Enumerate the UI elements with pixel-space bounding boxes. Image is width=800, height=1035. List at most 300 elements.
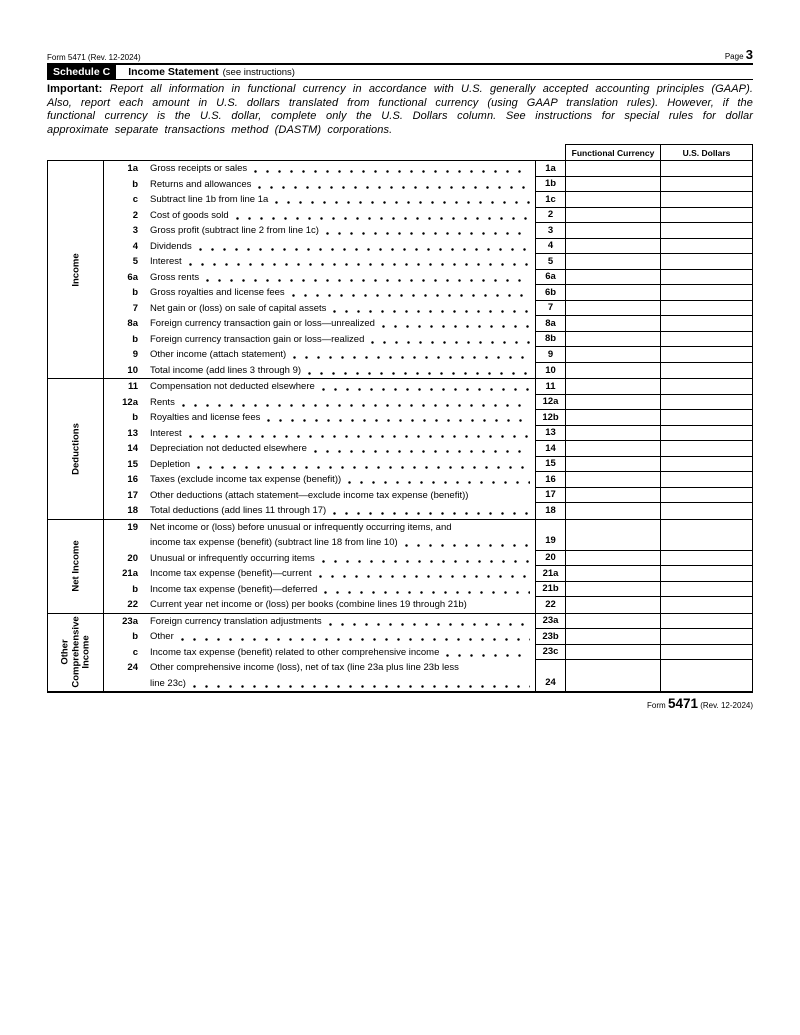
- row-description-1a: [104, 161, 535, 177]
- dot-leader: [308, 363, 530, 379]
- row-number: 13: [127, 427, 138, 439]
- row-label-line2: [106, 535, 535, 551]
- dot-leader: [206, 270, 530, 286]
- row-code-8a: 8a: [535, 316, 565, 332]
- us-dollars-cell-15[interactable]: [660, 457, 752, 473]
- row-code-6b: 6b: [535, 285, 565, 301]
- footer-form-number: 5471: [667, 696, 698, 711]
- row-label: Income tax expense (benefit)—deferred: [150, 583, 318, 595]
- table-row-9: [104, 347, 752, 363]
- section-rows: [104, 379, 752, 519]
- row-number: 20: [127, 552, 138, 564]
- us-dollars-cell-24[interactable]: [660, 660, 752, 691]
- table-row-1b: [104, 177, 752, 193]
- table-row-8b: [104, 332, 752, 348]
- row-label: Other deductions (attach statement—exclude income tax expense (benefit)): [150, 489, 469, 501]
- table-row-21a: [104, 566, 752, 582]
- us-dollars-cell-13[interactable]: [660, 426, 752, 442]
- row-number: 15: [127, 458, 138, 470]
- row-number: 8a: [127, 318, 138, 329]
- row-code-14: 14: [535, 441, 565, 457]
- row-number: 1a: [127, 163, 138, 174]
- functional-currency-cell-23b[interactable]: [565, 629, 660, 645]
- schedule-header-bar: [47, 63, 753, 80]
- table-row-14: [104, 441, 752, 457]
- us-dollars-cell-3[interactable]: [660, 223, 752, 239]
- row-description-20: [104, 551, 535, 567]
- row-label-continued: line 23c): [150, 677, 186, 689]
- column-headers: [47, 144, 753, 160]
- functional-currency-cell-23c[interactable]: [565, 645, 660, 661]
- row-description-19: [104, 520, 535, 551]
- us-dollars-cell-22[interactable]: [660, 597, 752, 613]
- us-dollars-cell-16[interactable]: [660, 472, 752, 488]
- functional-currency-cell-4[interactable]: [565, 239, 660, 255]
- table-row-12a: [104, 395, 752, 411]
- row-description-12b: [104, 410, 535, 426]
- row-number-spacer: [106, 535, 138, 551]
- table-row-23b: [104, 629, 752, 645]
- section-rows: [104, 614, 752, 692]
- row-label-line2: [106, 676, 535, 692]
- us-dollars-column-header: U.S. Dollars: [660, 144, 753, 160]
- us-dollars-cell-8b[interactable]: [660, 332, 752, 348]
- row-code-7: 7: [535, 301, 565, 317]
- row-code-17: 17: [535, 488, 565, 504]
- page-number: [725, 47, 753, 62]
- row-label: Income tax expense (benefit)—current: [150, 568, 312, 579]
- form-footer: [47, 696, 753, 711]
- functional-currency-cell-3[interactable]: [565, 223, 660, 239]
- us-dollars-cell-6a[interactable]: [660, 270, 752, 286]
- row-description-11: [104, 379, 535, 395]
- row-code-4: 4: [535, 239, 565, 255]
- row-label: Dividends: [150, 240, 192, 252]
- row-description-12a: [104, 395, 535, 411]
- row-label: Taxes (exclude income tax expense (benefit)): [150, 474, 342, 485]
- row-number: 10: [127, 364, 138, 376]
- row-label: Net gain or (loss) on sale of capital assets: [150, 302, 327, 314]
- dot-leader: [333, 503, 530, 519]
- row-code-3: 3: [535, 223, 565, 239]
- row-number: 9: [132, 349, 138, 360]
- section-label: Net Income: [70, 540, 81, 592]
- row-label: Depletion: [150, 458, 191, 470]
- row-number-spacer: [106, 676, 138, 692]
- us-dollars-cell-23b[interactable]: [660, 629, 752, 645]
- row-description-16: [104, 472, 535, 488]
- us-dollars-cell-17[interactable]: [660, 488, 752, 504]
- us-dollars-cell-6b[interactable]: [660, 285, 752, 301]
- row-code-1c: 1c: [535, 192, 565, 208]
- functional-currency-cell-16[interactable]: [565, 472, 660, 488]
- dot-leader: [182, 395, 530, 411]
- row-code-20: 20: [535, 551, 565, 567]
- functional-currency-cell-18[interactable]: [565, 503, 660, 519]
- row-number: 11: [127, 381, 138, 392]
- dot-leader: [322, 379, 530, 395]
- us-dollars-cell-14[interactable]: [660, 441, 752, 457]
- row-description-21a: [104, 566, 535, 582]
- table-row-6b: [104, 285, 752, 301]
- row-description-1c: [104, 192, 535, 208]
- row-description-23c: [104, 645, 535, 661]
- us-dollars-cell-1c[interactable]: [660, 192, 752, 208]
- table-row-7: [104, 301, 752, 317]
- row-number: 23a: [122, 615, 138, 627]
- row-number: 4: [132, 240, 138, 252]
- functional-currency-column-header: Functional Currency: [565, 144, 660, 160]
- row-code-10: 10: [535, 363, 565, 379]
- table-row-12b: [104, 410, 752, 426]
- dot-leader: [199, 239, 530, 255]
- functional-currency-cell-12a[interactable]: [565, 395, 660, 411]
- row-code-19: 19: [535, 520, 565, 551]
- table-row-15: [104, 457, 752, 473]
- row-label: Gross royalties and license fees: [150, 287, 285, 298]
- row-label: Foreign currency translation adjustments: [150, 615, 322, 627]
- us-dollars-cell-21a[interactable]: [660, 566, 752, 582]
- functional-currency-cell-21b[interactable]: [565, 582, 660, 598]
- us-dollars-cell-2[interactable]: [660, 208, 752, 224]
- row-label: Gross receipts or sales: [150, 163, 248, 174]
- row-label-line1: [106, 660, 535, 676]
- row-description-8b: [104, 332, 535, 348]
- section-deductions: [48, 379, 752, 520]
- form-id: Form 5471 (Rev. 12-2024): [47, 53, 141, 62]
- functional-currency-cell-8b[interactable]: [565, 332, 660, 348]
- section-label-cell: [48, 379, 104, 519]
- row-label: Gross rents: [150, 271, 200, 283]
- dot-leader: [197, 457, 530, 473]
- functional-currency-cell-8a[interactable]: [565, 316, 660, 332]
- row-number: 18: [127, 505, 138, 516]
- table-row-1a: [104, 161, 752, 177]
- row-description-5: [104, 254, 535, 270]
- table-row-23c: [104, 645, 752, 661]
- row-code-9: 9: [535, 347, 565, 363]
- row-label-continued: income tax expense (benefit) (subtract line 18 from line 10): [150, 537, 398, 548]
- dot-leader: [474, 597, 530, 613]
- row-label: Foreign currency transaction gain or loss—unrealized: [150, 318, 375, 329]
- section-label-cell: [48, 614, 104, 692]
- dot-leader: [333, 301, 530, 317]
- row-label: Cost of goods sold: [150, 209, 229, 221]
- row-label: Unusual or infrequently occurring items: [150, 552, 315, 564]
- functional-currency-cell-11[interactable]: [565, 379, 660, 395]
- us-dollars-cell-4[interactable]: [660, 239, 752, 255]
- row-label: Other income (attach statement): [150, 349, 287, 360]
- dot-leader: [324, 582, 530, 598]
- row-description-22: [104, 597, 535, 613]
- top-line: [47, 48, 753, 62]
- dot-leader: [292, 285, 530, 301]
- row-code-23a: 23a: [535, 614, 565, 630]
- functional-currency-cell-24[interactable]: [565, 660, 660, 691]
- row-code-1b: 1b: [535, 177, 565, 193]
- row-number: b: [132, 583, 138, 595]
- section-label: Deductions: [70, 422, 81, 475]
- row-description-10: [104, 363, 535, 379]
- row-label: Net income or (loss) before unusual or infrequently occurring items, and: [150, 521, 452, 533]
- table-row-18: [104, 503, 752, 519]
- row-number: 16: [127, 474, 138, 485]
- functional-currency-cell-1a[interactable]: [565, 161, 660, 177]
- section-rows: [104, 520, 752, 613]
- row-code-11: 11: [535, 379, 565, 395]
- dot-leader: [236, 208, 530, 224]
- table-row-6a: [104, 270, 752, 286]
- row-number: 21a: [122, 568, 138, 579]
- dot-leader: [314, 441, 530, 457]
- row-label: Other comprehensive income (loss), net of tax (line 23a plus line 23b less: [150, 662, 459, 673]
- section-income: [48, 161, 752, 379]
- row-label: Returns and allowances: [150, 178, 252, 190]
- row-description-14: [104, 441, 535, 457]
- functional-currency-cell-23a[interactable]: [565, 614, 660, 630]
- row-code-5: 5: [535, 254, 565, 270]
- row-code-18: 18: [535, 503, 565, 519]
- row-description-9: [104, 347, 535, 363]
- row-description-7: [104, 301, 535, 317]
- row-label-line1: [106, 520, 535, 536]
- income-statement-table: [47, 144, 753, 693]
- row-label: Total income (add lines 3 through 9): [150, 364, 302, 376]
- functional-currency-cell-2[interactable]: [565, 208, 660, 224]
- row-number: 24: [127, 662, 138, 673]
- row-label: Foreign currency transaction gain or loss—realized: [150, 333, 365, 345]
- dot-leader: [405, 535, 530, 551]
- row-code-23b: 23b: [535, 629, 565, 645]
- dot-leader: [189, 254, 530, 270]
- table-row-2: [104, 208, 752, 224]
- row-label: Total deductions (add lines 11 through 17): [150, 505, 327, 516]
- row-number: 22: [127, 599, 138, 610]
- row-label: Current year net income or (loss) per books (combine lines 19 through 21b): [150, 599, 467, 610]
- row-description-6b: [104, 285, 535, 301]
- functional-currency-cell-13[interactable]: [565, 426, 660, 442]
- row-label: Subtract line 1b from line 1a: [150, 194, 269, 205]
- table-row-16: [104, 472, 752, 488]
- functional-currency-cell-19[interactable]: [565, 520, 660, 551]
- functional-currency-cell-6b[interactable]: [565, 285, 660, 301]
- functional-currency-cell-14[interactable]: [565, 441, 660, 457]
- row-description-13: [104, 426, 535, 442]
- row-label: Gross profit (subtract line 2 from line 1c): [150, 225, 319, 236]
- functional-currency-cell-20[interactable]: [565, 551, 660, 567]
- row-code-1a: 1a: [535, 161, 565, 177]
- row-description-8a: [104, 316, 535, 332]
- row-code-8b: 8b: [535, 332, 565, 348]
- us-dollars-cell-8a[interactable]: [660, 316, 752, 332]
- row-code-24: 24: [535, 660, 565, 691]
- us-dollars-cell-9[interactable]: [660, 347, 752, 363]
- us-dollars-cell-11[interactable]: [660, 379, 752, 395]
- row-code-21b: 21b: [535, 582, 565, 598]
- row-code-23c: 23c: [535, 645, 565, 661]
- row-description-17: [104, 488, 535, 504]
- functional-currency-cell-5[interactable]: [565, 254, 660, 270]
- dot-leader: [254, 161, 530, 177]
- row-code-12b: 12b: [535, 410, 565, 426]
- row-description-23a: [104, 614, 535, 630]
- functional-currency-cell-6a[interactable]: [565, 270, 660, 286]
- functional-currency-cell-12b[interactable]: [565, 410, 660, 426]
- functional-currency-cell-7[interactable]: [565, 301, 660, 317]
- row-number: c: [132, 646, 138, 658]
- table-row-20: [104, 551, 752, 567]
- dot-leader: [319, 566, 530, 582]
- table-row-23a: [104, 614, 752, 630]
- section-label-cell: [48, 520, 104, 613]
- us-dollars-cell-10[interactable]: [660, 363, 752, 379]
- row-number: 12a: [122, 396, 138, 408]
- row-code-15: 15: [535, 457, 565, 473]
- important-lead: Important:: [47, 83, 103, 95]
- schedule-title: Income Statement: [128, 66, 219, 78]
- row-description-2: [104, 208, 535, 224]
- schedule-label: Schedule C: [47, 65, 116, 80]
- important-notice: [47, 83, 753, 137]
- section-other-comprehensive-income: [48, 614, 752, 692]
- functional-currency-cell-15[interactable]: [565, 457, 660, 473]
- functional-currency-cell-10[interactable]: [565, 363, 660, 379]
- schedule-note: (see instructions): [222, 66, 295, 78]
- functional-currency-cell-17[interactable]: [565, 488, 660, 504]
- row-code-13: 13: [535, 426, 565, 442]
- row-number: 19: [127, 521, 138, 533]
- row-code-2: 2: [535, 208, 565, 224]
- us-dollars-cell-5[interactable]: [660, 254, 752, 270]
- table-row-22: [104, 597, 752, 613]
- table-row-21b: [104, 582, 752, 598]
- table-row-10: [104, 363, 752, 379]
- row-number: b: [132, 287, 138, 298]
- table-body: [47, 160, 753, 693]
- dot-leader: [258, 177, 530, 193]
- row-label: Income tax expense (benefit) related to other comprehensive income: [150, 646, 440, 658]
- us-dollars-cell-23c[interactable]: [660, 645, 752, 661]
- table-row-11: [104, 379, 752, 395]
- row-label: Depreciation not deducted elsewhere: [150, 443, 307, 454]
- dot-leader: [193, 676, 530, 692]
- row-number: b: [132, 333, 138, 345]
- row-description-1b: [104, 177, 535, 193]
- page-number-value: 3: [745, 47, 753, 62]
- dot-leader: [446, 645, 530, 661]
- row-label: Rents: [150, 396, 175, 408]
- dot-leader: [267, 410, 530, 426]
- functional-currency-cell-22[interactable]: [565, 597, 660, 613]
- table-row-8a: [104, 316, 752, 332]
- us-dollars-cell-1a[interactable]: [660, 161, 752, 177]
- us-dollars-cell-12b[interactable]: [660, 410, 752, 426]
- us-dollars-cell-18[interactable]: [660, 503, 752, 519]
- row-description-3: [104, 223, 535, 239]
- dot-leader: [326, 223, 530, 239]
- row-description-24: [104, 660, 535, 691]
- table-row-17: [104, 488, 752, 504]
- dot-leader: [475, 488, 530, 504]
- row-number: b: [132, 631, 138, 642]
- row-code-21a: 21a: [535, 566, 565, 582]
- row-description-4: [104, 239, 535, 255]
- dot-leader: [322, 551, 530, 567]
- row-number: 3: [132, 225, 138, 236]
- row-description-23b: [104, 629, 535, 645]
- row-number: 14: [127, 443, 138, 454]
- us-dollars-cell-12a[interactable]: [660, 395, 752, 411]
- footer-form-word: Form: [647, 701, 666, 710]
- table-row-24: [104, 660, 752, 691]
- functional-currency-cell-9[interactable]: [565, 347, 660, 363]
- row-code-22: 22: [535, 597, 565, 613]
- row-label: Compensation not deducted elsewhere: [150, 381, 315, 392]
- row-description-15: [104, 457, 535, 473]
- page-word: Page: [724, 52, 744, 61]
- table-row-5: [104, 254, 752, 270]
- footer-revision: (Rev. 12-2024): [700, 701, 753, 710]
- row-number: 17: [127, 489, 138, 501]
- us-dollars-cell-1b[interactable]: [660, 177, 752, 193]
- row-code-12a: 12a: [535, 395, 565, 411]
- dot-leader: [329, 614, 530, 630]
- row-code-16: 16: [535, 472, 565, 488]
- section-rows: [104, 161, 752, 378]
- row-number: b: [132, 412, 138, 423]
- dot-leader: [275, 192, 530, 208]
- table-row-13: [104, 426, 752, 442]
- us-dollars-cell-7[interactable]: [660, 301, 752, 317]
- us-dollars-cell-20[interactable]: [660, 551, 752, 567]
- row-description-18: [104, 503, 535, 519]
- us-dollars-cell-23a[interactable]: [660, 614, 752, 630]
- row-code-6a: 6a: [535, 270, 565, 286]
- table-row-1c: [104, 192, 752, 208]
- section-label-cell: [48, 161, 104, 378]
- functional-currency-cell-1b[interactable]: [565, 177, 660, 193]
- row-label: Royalties and license fees: [150, 412, 261, 423]
- dot-leader: [348, 472, 530, 488]
- dot-leader: [382, 316, 530, 332]
- section-net-income: [48, 520, 752, 614]
- row-number: 2: [132, 209, 138, 221]
- dot-leader: [371, 332, 530, 348]
- table-row-19: [104, 520, 752, 551]
- row-number: 6a: [127, 271, 138, 283]
- dot-leader: [189, 426, 530, 442]
- table-row-3: [104, 223, 752, 239]
- row-label: Interest: [150, 256, 182, 267]
- row-number: b: [132, 178, 138, 190]
- section-label: Income: [70, 252, 81, 287]
- dot-leader: [181, 629, 530, 645]
- us-dollars-cell-21b[interactable]: [660, 582, 752, 598]
- table-row-4: [104, 239, 752, 255]
- row-number: 5: [132, 256, 138, 267]
- row-label: Interest: [150, 427, 182, 439]
- row-description-21b: [104, 582, 535, 598]
- row-number: 7: [132, 302, 138, 314]
- functional-currency-cell-1c[interactable]: [565, 192, 660, 208]
- row-description-6a: [104, 270, 535, 286]
- row-number: c: [132, 194, 138, 205]
- us-dollars-cell-19[interactable]: [660, 520, 752, 551]
- functional-currency-cell-21a[interactable]: [565, 566, 660, 582]
- dot-leader: [293, 347, 530, 363]
- row-label: Other: [150, 631, 174, 642]
- important-text: Report all information in functional currency in accordance with U.S. generally accepted accounting principles (GAAP). Also, report each amount in U.S. dollars translated from functional currency (using GAAP translation rules). However, if the functional currency is the U.S. dollar, complete only the U.S. Dollars column. See instructions for special rules for dollar approximate separate transactions method (DASTM) corporations.: [47, 83, 754, 136]
